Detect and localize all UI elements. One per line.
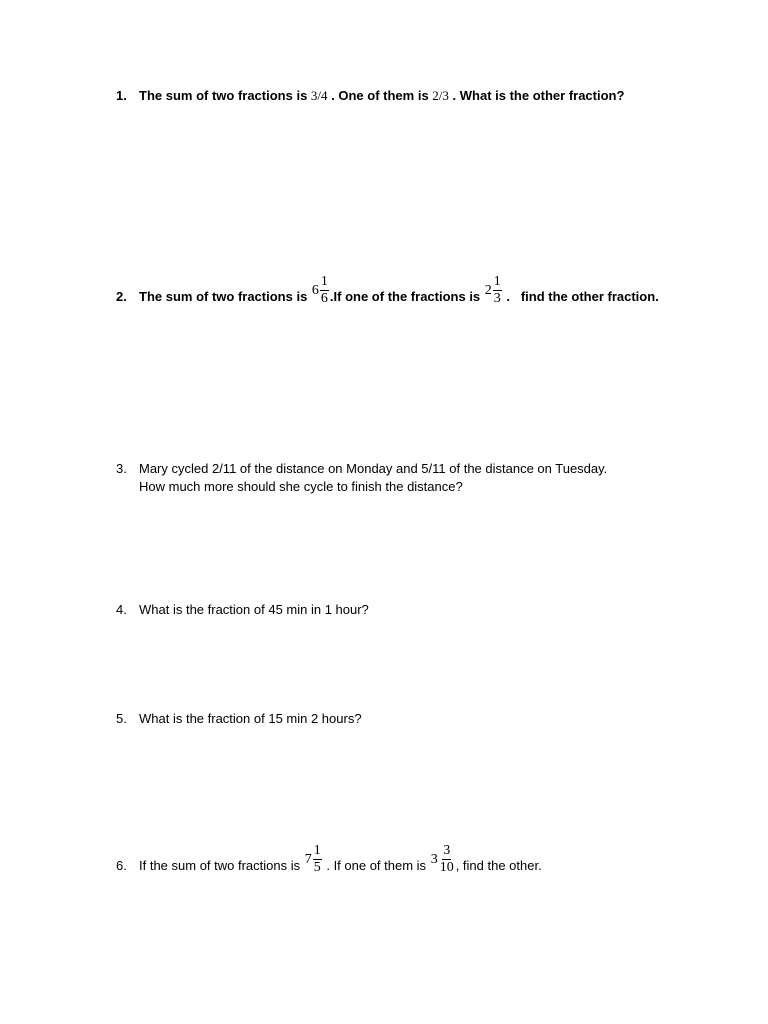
question-number: 3. [116, 461, 127, 476]
question-text-part: , find the other. [455, 858, 542, 873]
mixed-whole: 2 [484, 282, 492, 298]
question-text-line: Mary cycled 2/11 of the distance on Monday and 5/11 of the distance on Tuesday. [139, 461, 608, 476]
question-text-part: . One of them is [327, 88, 433, 103]
question-number: 6. [116, 858, 127, 873]
fraction [313, 844, 322, 875]
mixed-whole: 3 [430, 851, 438, 867]
question-text: What is the fraction of 15 min 2 hours? [139, 711, 362, 726]
fraction-value: 3/4 [310, 88, 328, 103]
mixed-number [312, 275, 329, 306]
mixed-whole: 6 [311, 282, 319, 298]
question-text-part: The sum of two fractions is [139, 289, 311, 304]
fraction-value: 2/3 [432, 88, 449, 103]
fraction-numerator: 1 [320, 274, 328, 290]
question-number: 5. [116, 711, 127, 726]
question-text [139, 87, 679, 105]
fraction [439, 844, 455, 875]
fraction-numerator: 3 [443, 843, 451, 859]
fraction-denominator: 5 [313, 860, 321, 876]
question-text-part: The sum of two fractions is [139, 88, 311, 103]
question-number: 4. [116, 602, 127, 617]
fraction [320, 275, 329, 306]
question-number: 2. [116, 289, 127, 304]
mixed-number [431, 844, 455, 875]
fraction-numerator: 1 [493, 274, 501, 290]
fraction-numerator: 1 [313, 843, 321, 859]
mixed-number [485, 275, 502, 306]
question-number: 1. [116, 88, 127, 103]
question-text [139, 460, 679, 496]
mixed-whole: 7 [304, 851, 312, 867]
fraction [493, 275, 502, 306]
question-text-part: If the sum of two fractions is [139, 858, 304, 873]
question-text [139, 274, 679, 307]
question-text-line: How much more should she cycle to finish the distance? [139, 479, 463, 494]
question-text-part: .If one of the fractions is [329, 289, 484, 304]
mixed-number [305, 844, 322, 875]
question-text-part: . If one of them is [322, 858, 430, 873]
fraction-denominator: 3 [493, 291, 501, 307]
question-text-part: . What is the other fraction? [448, 88, 625, 103]
fraction-denominator: 6 [320, 291, 328, 307]
question-text: What is the fraction of 45 min in 1 hour? [139, 602, 369, 617]
fraction-denominator: 10 [439, 860, 454, 876]
question-text-part: . find the other fraction. [502, 289, 659, 304]
question-text [139, 843, 679, 876]
